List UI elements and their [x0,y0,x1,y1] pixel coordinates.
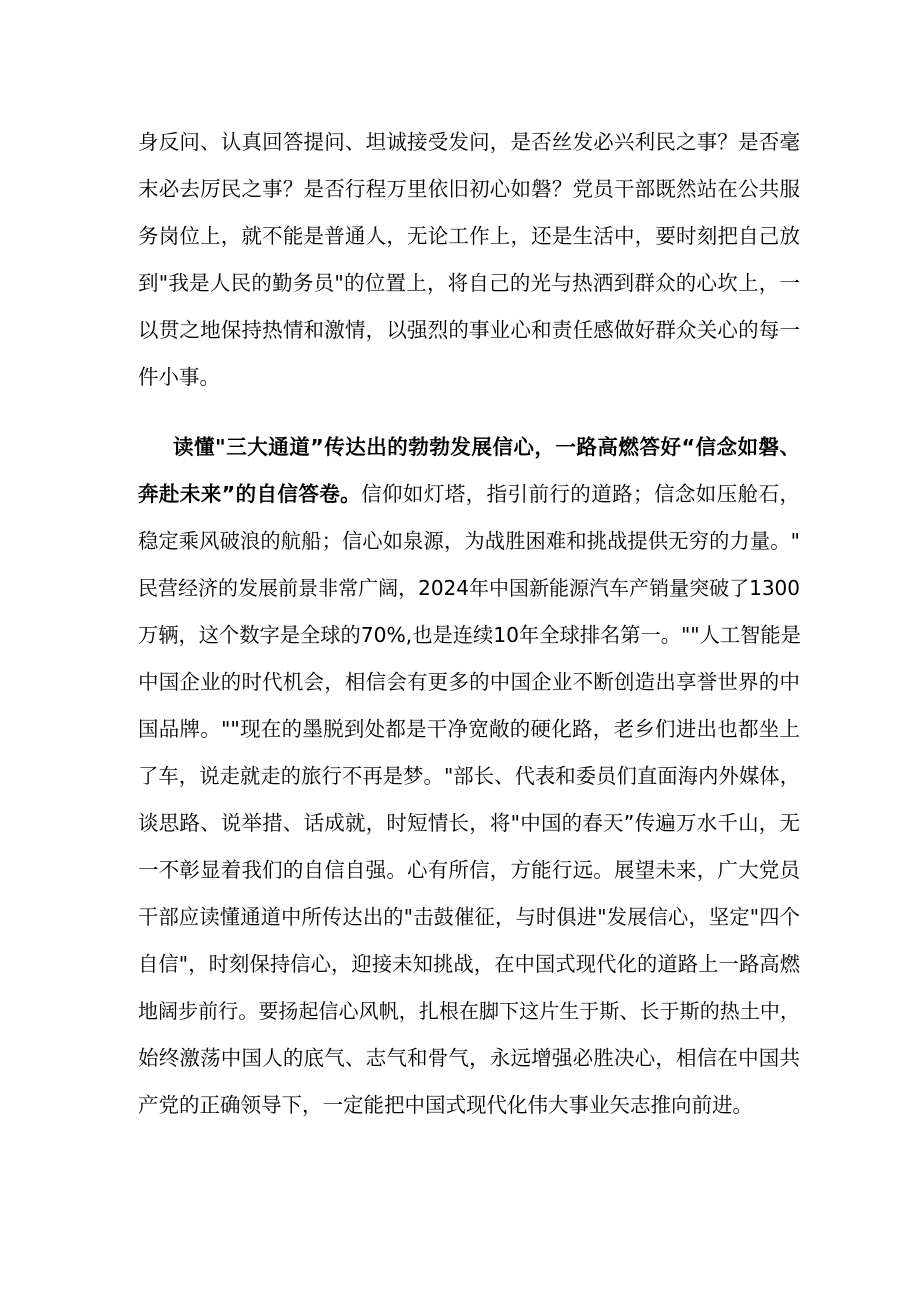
paragraph-2-line-4: 民营经济的发展前景非常广阔，2024年中国新能源汽车产销量突破了1300 [138,576,800,600]
paragraph-1-line-2: 末必去厉民之事？是否行程万里依旧初心如磐？党员干部既然站在公共服 [138,177,800,201]
paragraph-2-line-15: 产党的正确领导下，一定能把中国式现代化伟大事业矢志推向前进。 [138,1093,753,1117]
paragraph-1-line-5: 以贯之地保持热情和激情，以强烈的事业心和责任感做好群众关心的每一 [138,318,800,342]
paragraph-2-line-14: 始终激荡中国人的底气、志气和骨气，永远增强必胜决心，相信在中国共 [138,1046,800,1070]
paragraph-2-line-11: 干部应读懂通道中所传达出的"击鼓催征，与时俱进"发展信心，坚定"四个 [138,905,800,929]
paragraph-2-line-13: 地阔步前行。要扬起信心风帆，扎根在脚下这片生于斯、长于斯的热土中， [138,999,800,1023]
paragraph-2-heading-line-1: 读懂"三大通道”传达出的勃勃发展信心，一路高燃答好“信念如磐、 [173,435,800,459]
paragraph-2-line-7: 国品牌。""现在的墨脱到处都是干净宽敞的硬化路，老乡们进出也都坐上 [138,717,800,741]
paragraph-1-line-4: 到"我是人民的勤务员"的位置上，将自己的光与热洒到群众的心坎上，一 [138,271,800,295]
paragraph-2-line-8: 了车，说走就走的旅行不再是梦。"部长、代表和委员们直面海内外媒体， [138,764,800,788]
paragraph-2-line-3: 稳定乘风破浪的航船；信心如泉源，为战胜困难和挑战提供无穷的力量。" [138,529,800,553]
paragraph-2-line-12: 自信"，时刻保持信心，迎接未知挑战，在中国式现代化的道路上一路高燃 [138,952,800,976]
paragraph-1-line-1: 身反问、认真回答提问、坦诚接受发问，是否丝发必兴利民之事？是否毫 [138,130,800,154]
paragraph-2-heading-line-2: 奔赴未来”的自信答卷。 [138,482,362,506]
paragraph-2-line-9: 谈思路、说举措、话成就，时短情长，将"中国的春天”传遍万水千山，无 [138,811,800,835]
paragraph-2-line-10: 一不彰显着我们的自信自强。心有所信，方能行远。展望未来，广大党员 [138,858,800,882]
paragraph-1-line-6: 件小事。 [138,365,220,389]
paragraph-2-line-5: 万辆，这个数字是全球的70%,也是连续10年全球排名第一。""人工智能是 [138,623,801,647]
paragraph-2-line-2 [138,476,800,512]
paragraph-1-line-3: 务岗位上，就不能是普通人，无论工作上，还是生活中，要时刻把自己放 [138,224,800,248]
paragraph-2-line-2-rest: 信仰如灯塔，指引前行的道路；信念如压舱石， [361,482,800,506]
paragraph-2-line-6: 中国企业的时代机会，相信会有更多的中国企业不断创造出享誉世界的中 [138,670,800,694]
